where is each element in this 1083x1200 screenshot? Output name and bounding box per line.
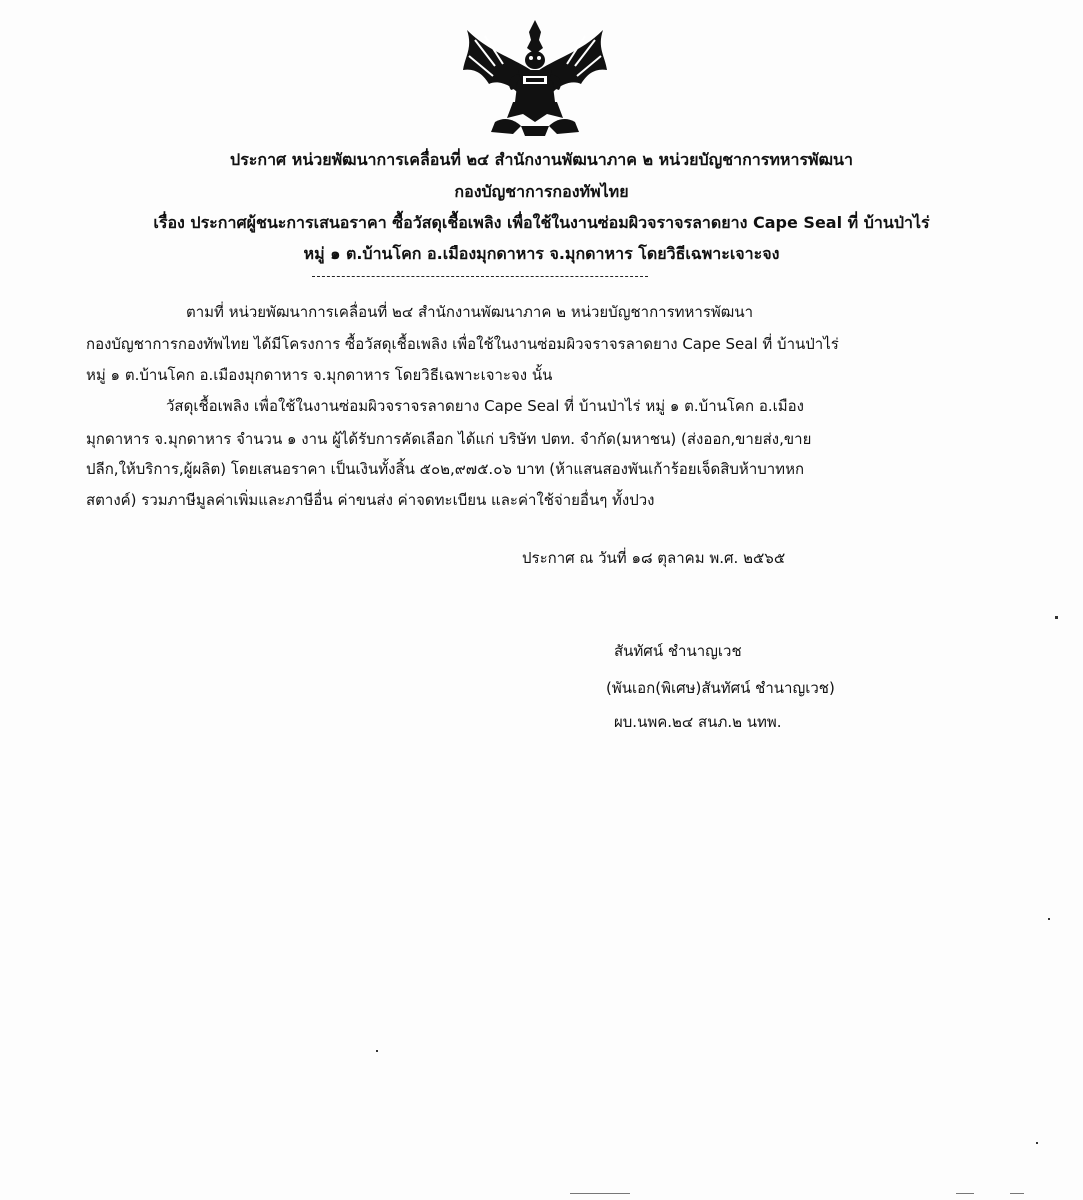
body-paragraph-1-line-2: กองบัญชาการกองทัพไทย ได้มีโครงการ ซื้อวัสดุเชื้อเพลิง เพื่อใช้ในงานซ่อมผิวจราจรลาดยาง Cape Seal ที่ บ้านป่าไร่ <box>86 335 839 353</box>
divider <box>312 276 648 277</box>
signer-full-title: (พันเอก(พิเศษ)สันทัศน์ ชำนาญเวช) <box>606 679 835 697</box>
signer-position: ผบ.นพค.๒๔ สนภ.๒ นทพ. <box>614 713 782 731</box>
body-paragraph-2-line-3: ปลีก,ให้บริการ,ผู้ผลิต) โดยเสนอราคา เป็นเงินทั้งสิ้น ๕๐๒,๙๗๕.๐๖ บาท (ห้าแสนสองพันเก้าร้อยเจ็ดสิบห้าบาทหก <box>86 460 805 478</box>
scan-mark <box>956 1193 974 1194</box>
body-paragraph-2-line-4: สตางค์) รวมภาษีมูลค่าเพิ่มและภาษีอื่น ค่าขนส่ง ค่าจดทะเบียน และค่าใช้จ่ายอื่นๆ ทั้งปวง <box>86 491 655 509</box>
body-paragraph-2-line-1: วัสดุเชื้อเพลิง เพื่อใช้ในงานซ่อมผิวจราจรลาดยาง Cape Seal ที่ บ้านป่าไร่ หมู่ ๑ ต.บ้านโคก อ.เมือง <box>166 397 804 415</box>
announcement-title-line-1: ประกาศ หน่วยพัฒนาการเคลื่อนที่ ๒๔ สำนักงานพัฒนาภาค ๒ หน่วยบัญชาการทหารพัฒนา <box>230 150 853 169</box>
scan-speck <box>1048 918 1050 920</box>
scan-speck <box>1055 616 1058 619</box>
scan-speck <box>376 1050 378 1052</box>
body-paragraph-1-line-3: หมู่ ๑ ต.บ้านโคก อ.เมืองมุกดาหาร จ.มุกดาหาร โดยวิธีเฉพาะเจาะจง นั้น <box>86 366 553 384</box>
scan-speck <box>1036 1142 1038 1144</box>
garuda-emblem <box>455 18 615 138</box>
signer-name: สันทัศน์ ชำนาญเวช <box>614 642 742 660</box>
scan-mark <box>1010 1193 1024 1194</box>
announcement-subject-line-2: หมู่ ๑ ต.บ้านโคก อ.เมืองมุกดาหาร จ.มุกดาหาร โดยวิธีเฉพาะเจาะจง <box>303 244 780 263</box>
announcement-title-line-2: กองบัญชาการกองทัพไทย <box>454 182 629 201</box>
body-paragraph-2-line-2: มุกดาหาร จ.มุกดาหาร จำนวน ๑ งาน ผู้ได้รับการคัดเลือก ได้แก่ บริษัท ปตท. จำกัด(มหาชน) (ส่งออก,ขายส่ง,ขาย <box>86 430 812 448</box>
announcement-date: ประกาศ ณ วันที่ ๑๘ ตุลาคม พ.ศ. ๒๕๖๕ <box>522 549 786 567</box>
body-paragraph-1-line-1: ตามที่ หน่วยพัฒนาการเคลื่อนที่ ๒๔ สำนักงานพัฒนาภาค ๒ หน่วยบัญชาการทหารพัฒนา <box>186 303 754 321</box>
announcement-subject-line-1: เรื่อง ประกาศผู้ชนะการเสนอราคา ซื้อวัสดุเชื้อเพลิง เพื่อใช้ในงานซ่อมผิวจราจรลาดยาง Cape Seal ที่ บ้านป่าไร่ <box>153 213 930 232</box>
scan-mark <box>570 1193 630 1194</box>
